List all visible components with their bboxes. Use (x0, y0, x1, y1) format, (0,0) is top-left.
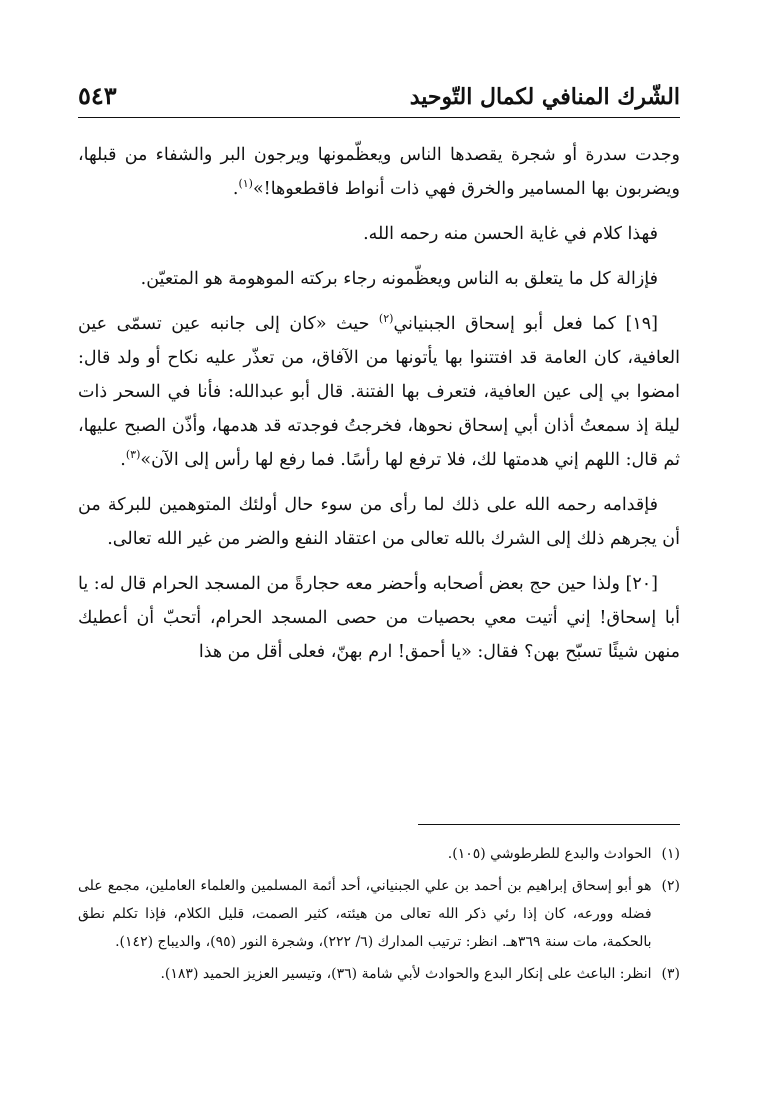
paragraph-3 (78, 262, 680, 296)
paragraph-6 (78, 567, 680, 669)
paragraph-2-text: فهذا كلام في غاية الحسن منه رحمه الله. (363, 224, 658, 244)
paragraph-5-text: فإقدامه رحمه الله على ذلك لما رأى من سوء حال أولئك المتوهمين للبركة من أن يجرهم ذلك إلى الشرك بالله تعالى من اعتقاد النفع والضر من غير الله تعالى. (78, 495, 680, 549)
footnote-text: هو أبو إسحاق إبراهيم بن أحمد بن علي الجبنياني، أحد أئمة المسلمين والعلماء العاملين، مجمع على فضله وورعه، كان إذا رئي ذكر الله تعالى من هيئته، كثير الصمت، قليل الكلام، فإذا تكلم نطق بالحكمة، مات سنة ٣٦٩هـ. انظر: ترتيب المدارك (٦/ ٢٢٢)، وشجرة النور (٩٥)، والديباج (١٤٢). (78, 878, 652, 950)
paragraph-5 (78, 488, 680, 556)
paragraph-4-end: . (120, 450, 126, 470)
paragraph-4 (78, 307, 680, 477)
footnote-text: الحوادث والبدع للطرطوشي (١٠٥). (447, 846, 652, 862)
footnotes (78, 840, 680, 992)
paragraph-1-tail: . (232, 179, 239, 199)
footnote-number: (١) (661, 846, 680, 862)
paragraph-2 (78, 217, 680, 251)
footnote-3 (78, 960, 680, 988)
footnote-ref-2[interactable]: (٢) (378, 312, 394, 326)
main-text (78, 138, 680, 680)
footnote-1 (78, 840, 680, 868)
paragraph-1 (78, 138, 680, 206)
paragraph-4-tail: حيث «كان إلى جانبه عين تسمّى عين العافية، كان العامة قد افتتنوا بها يأتونها من الآفاق، من تعذّر عليه نكاح أو ولد قال: امضوا بي إلى عين العافية، فتعرف بها الفتنة. قال أبو عبدالله: فأنا في السحر ذات ليلة إذ سمعتُ أذان أبي إسحاق نحوها، فخرجتُ فوجدته قد هدمها، وأذّن الصبح عليها، ثم قال: اللهم إني هدمتها لك، فلا ترفع لها رأسًا. فما رفع لها رأس إلى الآن» (78, 314, 680, 470)
footnote-rule (418, 824, 680, 825)
footnote-2 (78, 872, 680, 956)
paragraph-3-text: فإزالة كل ما يتعلق به الناس ويعظّمونه رجاء بركته الموهومة هو المتعيّن. (140, 269, 658, 289)
header-rule (78, 117, 680, 118)
footnote-number: (٢) (661, 878, 680, 894)
paragraph-1-text: وجدت سدرة أو شجرة يقصدها الناس ويعظّمونها ويرجون البر والشفاء من قبلها، ويضربون بها المسامير والخرق فهي ذات أنواط فاقطعوها!» (78, 145, 680, 199)
footnote-number: (٣) (661, 966, 680, 982)
footnote-ref-1[interactable]: (١) (238, 177, 253, 191)
footnote-ref-3[interactable]: (٣) (125, 448, 141, 462)
running-title: الشّرك المنافي لكمال التّوحيد (409, 84, 680, 110)
paragraph-4-text: [١٩] كما فعل أبو إسحاق الجبنياني (393, 314, 658, 334)
paragraph-6-text: [٢٠] ولذا حين حج بعض أصحابه وأحضر معه حجارةً من المسجد الحرام قال له: يا أبا إسحاق! إني أتيت معي بحصيات من حصى المسجد الحرام، أتحبّ أن أعطيك منهن شيئًا تسبّح بهن؟ فقال: «يا أحمق! ارم بهنّ، فعلى أقل من هذا (78, 574, 680, 662)
footnote-text: انظر: الباعث على إنكار البدع والحوادث لأبي شامة (٣٦)، وتيسير العزيز الحميد (١٨٣). (160, 966, 652, 982)
running-header (78, 70, 680, 110)
page-number: ٥٤٣ (78, 81, 117, 110)
